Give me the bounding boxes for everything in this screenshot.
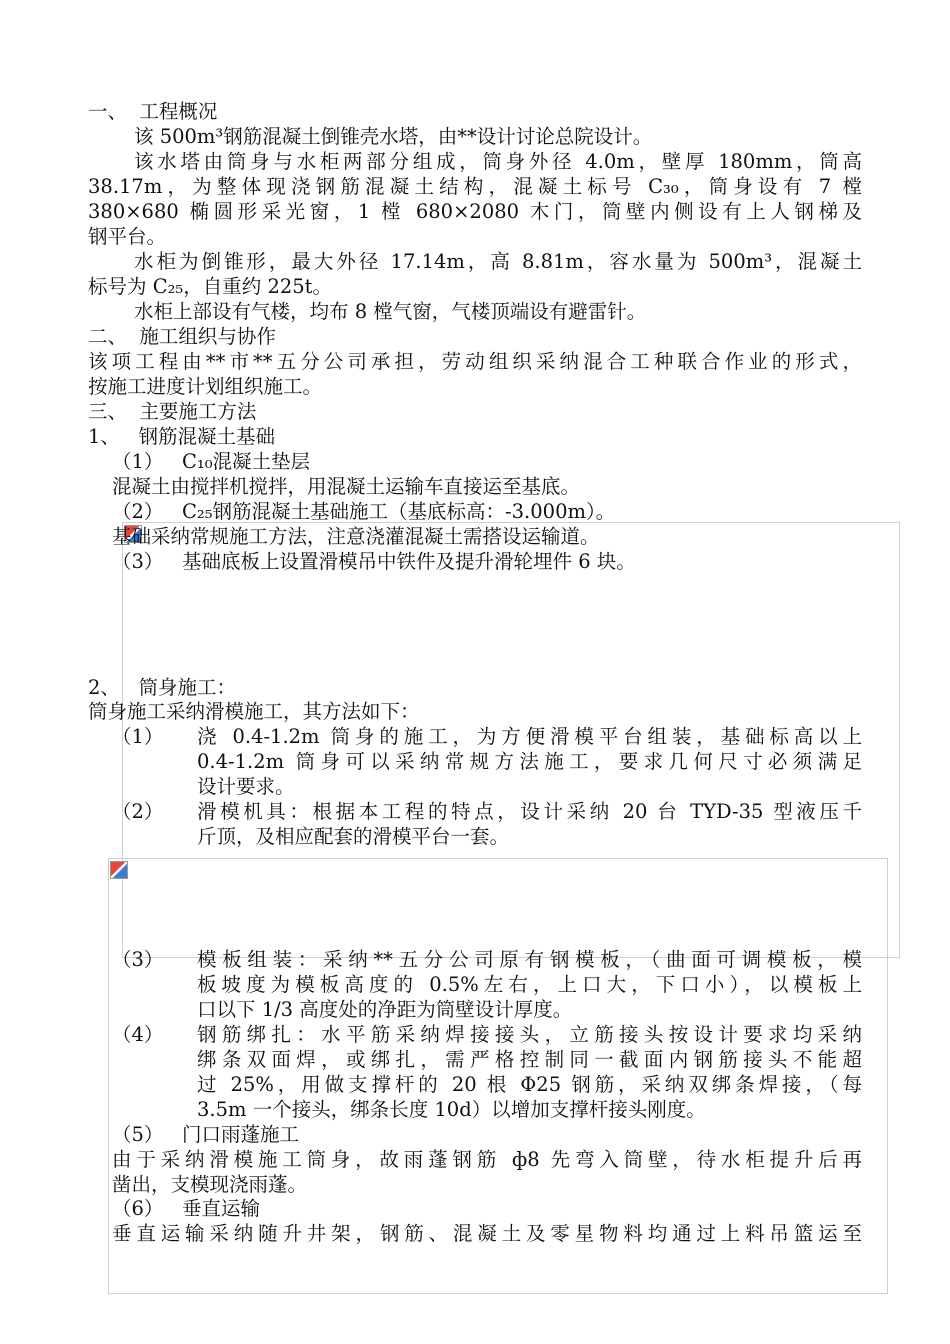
paragraph-line: 凿出，支模现浇雨蓬。 <box>112 1173 308 1196</box>
paragraph-line: 基础采纳常规施工方法，注意浇灌混凝土需搭设运输道。 <box>112 525 600 548</box>
list-item-line: 浇 0.4-1.2m 筒身的施工，为方便滑模平台组装，基础标高以上 <box>197 725 862 748</box>
paragraph-line: 水柜为倒锥形，最大外径 17.14m，高 8.81m，容水量为 500m³，混凝土 <box>134 250 862 273</box>
list-item: （6） 垂直运输 <box>112 1197 261 1220</box>
paragraph-line: 混凝土由搅拌机搅拌，用混凝土运输车直接运至基底。 <box>112 475 581 498</box>
list-item-line: 设计要求。 <box>197 775 295 798</box>
subsection-heading: 1、 钢筋混凝土基础 <box>88 425 276 448</box>
subsection-heading: 2、 筒身施工： <box>88 676 237 699</box>
list-item: （5） 门口雨蓬施工 <box>112 1123 300 1146</box>
paragraph-line: 38.17m，为整体现浇钢筋混凝土结构，混凝土标号 C₃₀，筒身设有 7 樘 <box>88 175 862 198</box>
paragraph-line: 该水塔由筒身与水柜两部分组成，筒身外径 4.0m，壁厚 180mm，筒高 <box>134 150 862 173</box>
paragraph-line: 380×680 椭圆形采光窗，1 樘 680×2080 木门，筒壁内侧设有上人钢梯及 <box>88 200 862 223</box>
list-item-line: 口以下 1/3 高度处的净距为筒壁设计厚度。 <box>197 998 573 1021</box>
section-heading: 一、 工程概况 <box>88 100 218 123</box>
list-item-line: 绑条双面焊，或绑扎，需严格控制同一截面内钢筋接头不能超 <box>197 1048 862 1071</box>
list-item: （2） C₂₅钢筋混凝土基础施工（基底标高：-3.000m）。 <box>112 500 616 523</box>
list-item-line: 钢筋绑扎：水平筋采纳焊接接头，立筋接头按设计要求均采纳 <box>197 1023 862 1046</box>
section-heading: 三、 主要施工方法 <box>88 400 257 423</box>
paragraph-line: 该 500m³钢筋混凝土倒锥壳水塔，由**设计讨论总院设计。 <box>134 125 653 148</box>
list-item-line: 过 25%，用做支撑杆的 20 根 Φ25 钢筋，采纳双绑条焊接，（每 <box>197 1073 862 1096</box>
paragraph-line: 按施工进度计划组织施工。 <box>88 375 323 398</box>
list-item-line: 模板组装：采纳**五分公司原有钢模板，（曲面可调模板，模 <box>197 948 862 971</box>
list-number: （4） <box>112 1023 164 1046</box>
list-number: （1） <box>112 725 164 748</box>
broken-image-icon <box>110 861 128 879</box>
list-item: （3） 基础底板上设置滑模吊中铁件及提升滑轮埋件 6 块。 <box>112 550 636 573</box>
list-item-line: 滑模机具：根据本工程的特点，设计采纳 20 台 TYD-35 型液压千 <box>197 800 862 823</box>
list-item-line: 斤顶，及相应配套的滑模平台一套。 <box>197 825 510 848</box>
paragraph-line: 筒身施工采纳滑模施工，其方法如下： <box>88 700 420 723</box>
section-heading: 二、 施工组织与协作 <box>88 325 276 348</box>
paragraph-line: 垂直运输采纳随升井架，钢筋、混凝土及零星物料均通过上料吊篮运至 <box>112 1222 862 1245</box>
list-number: （2） <box>112 800 164 823</box>
paragraph-line: 水柜上部设有气楼，均布 8 樘气窗，气楼顶端设有避雷针。 <box>134 300 647 323</box>
paragraph-line: 标号为 C₂₅，自重约 225t。 <box>88 275 333 298</box>
list-item-line: 3.5m 一个接头，绑条长度 10d）以增加支撑杆接头刚度。 <box>197 1098 706 1121</box>
list-item: （1） C₁₀混凝土垫层 <box>112 450 311 473</box>
list-item-line: 板坡度为模板高度的 0.5%左右，上口大，下口小），以模板上 <box>197 973 862 996</box>
list-number: （3） <box>112 948 164 971</box>
paragraph-line: 由于采纳滑模施工筒身，故雨蓬钢筋 ф8 先弯入筒壁，待水柜提升后再 <box>112 1148 862 1171</box>
list-item-line: 0.4-1.2m 筒身可以采纳常规方法施工，要求几何尺寸必须满足 <box>197 750 862 773</box>
paragraph-line: 钢平台。 <box>88 225 167 248</box>
paragraph-line: 该项工程由**市**五分公司承担，劳动组织采纳混合工种联合作业的形式， <box>88 350 862 373</box>
